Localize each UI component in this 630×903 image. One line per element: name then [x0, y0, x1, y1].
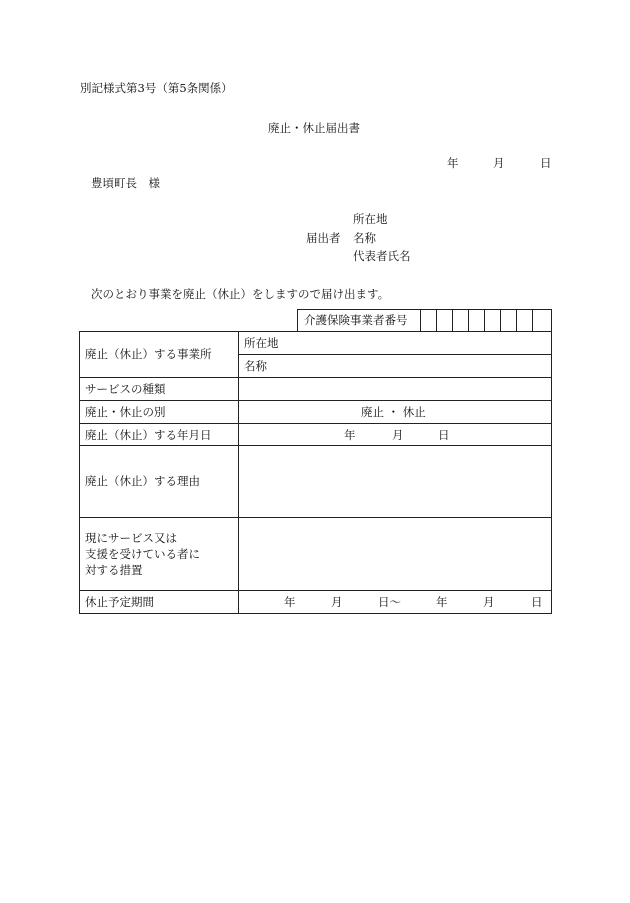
rule — [79, 613, 552, 614]
measures-label-line-2: 支援を受けている者に — [85, 547, 200, 561]
rule — [551, 309, 552, 614]
establishment-label: 廃止（休止）する事業所 — [85, 347, 212, 361]
date-label: 廃止（休止）する年月日 — [85, 428, 212, 442]
date-year-label: 年 — [344, 428, 356, 442]
suspension-to-day: 日 — [531, 595, 543, 609]
suspension-from-year: 年 — [284, 595, 296, 609]
notifier-name-label: 名称 — [353, 231, 376, 245]
notifier-location-label: 所在地 — [353, 212, 388, 226]
measures-label-line-1: 現にサービス又は — [85, 531, 177, 545]
provider-number-digit-7[interactable] — [517, 310, 532, 331]
notifier-label: 届出者 — [306, 231, 341, 245]
suspension-to-year: 年 — [436, 595, 448, 609]
provider-number-digit-4[interactable] — [469, 310, 484, 331]
provider-number-digit-6[interactable] — [501, 310, 516, 331]
form-number: 別記様式第3号（第5条関係） — [80, 81, 233, 95]
notifier-representative-label: 代表者氏名 — [353, 249, 411, 263]
suspension-to-month: 月 — [483, 595, 495, 609]
kind-value[interactable]: 廃止 ・ 休止 — [361, 405, 426, 419]
service-type-label: サービスの種類 — [85, 382, 166, 396]
rule — [79, 331, 80, 614]
rule — [297, 309, 298, 332]
reason-label: 廃止（休止）する理由 — [85, 474, 200, 488]
notification-table — [79, 309, 552, 614]
provider-number-label: 介護保険事業者番号 — [304, 313, 408, 327]
rule — [79, 590, 552, 591]
suspension-from-day: 日〜 — [378, 595, 401, 609]
provider-number-digit-1[interactable] — [421, 310, 436, 331]
date-month: 月 — [493, 156, 505, 170]
document-title: 廃止・休止届出書 — [268, 121, 360, 135]
rule — [79, 400, 552, 401]
provider-number-digit-2[interactable] — [437, 310, 452, 331]
suspension-from-month: 月 — [331, 595, 343, 609]
provider-number-digit-8[interactable] — [533, 310, 551, 331]
provider-number-digit-5[interactable] — [485, 310, 500, 331]
addressee: 豊頃町長 様 — [91, 176, 160, 190]
measures-field[interactable] — [239, 518, 551, 590]
intro-statement: 次のとおり事業を廃止（休止）をしますので届け出ます。 — [91, 287, 390, 301]
reason-field[interactable] — [239, 446, 551, 517]
service-type-field[interactable] — [239, 378, 551, 400]
date-day: 日 — [540, 156, 552, 170]
rule — [79, 331, 552, 332]
date-year: 年 — [447, 156, 459, 170]
establishment-location-label: 所在地 — [244, 336, 279, 350]
rule — [79, 423, 552, 424]
establishment-name-label: 名称 — [244, 359, 267, 373]
suspension-label: 休止予定期間 — [85, 595, 154, 609]
kind-label: 廃止・休止の別 — [85, 405, 166, 419]
date-month-label: 月 — [392, 428, 404, 442]
provider-number-digit-3[interactable] — [453, 310, 468, 331]
date-day-label: 日 — [438, 428, 450, 442]
measures-label-line-3: 対する措置 — [85, 563, 143, 577]
rule — [238, 354, 552, 355]
